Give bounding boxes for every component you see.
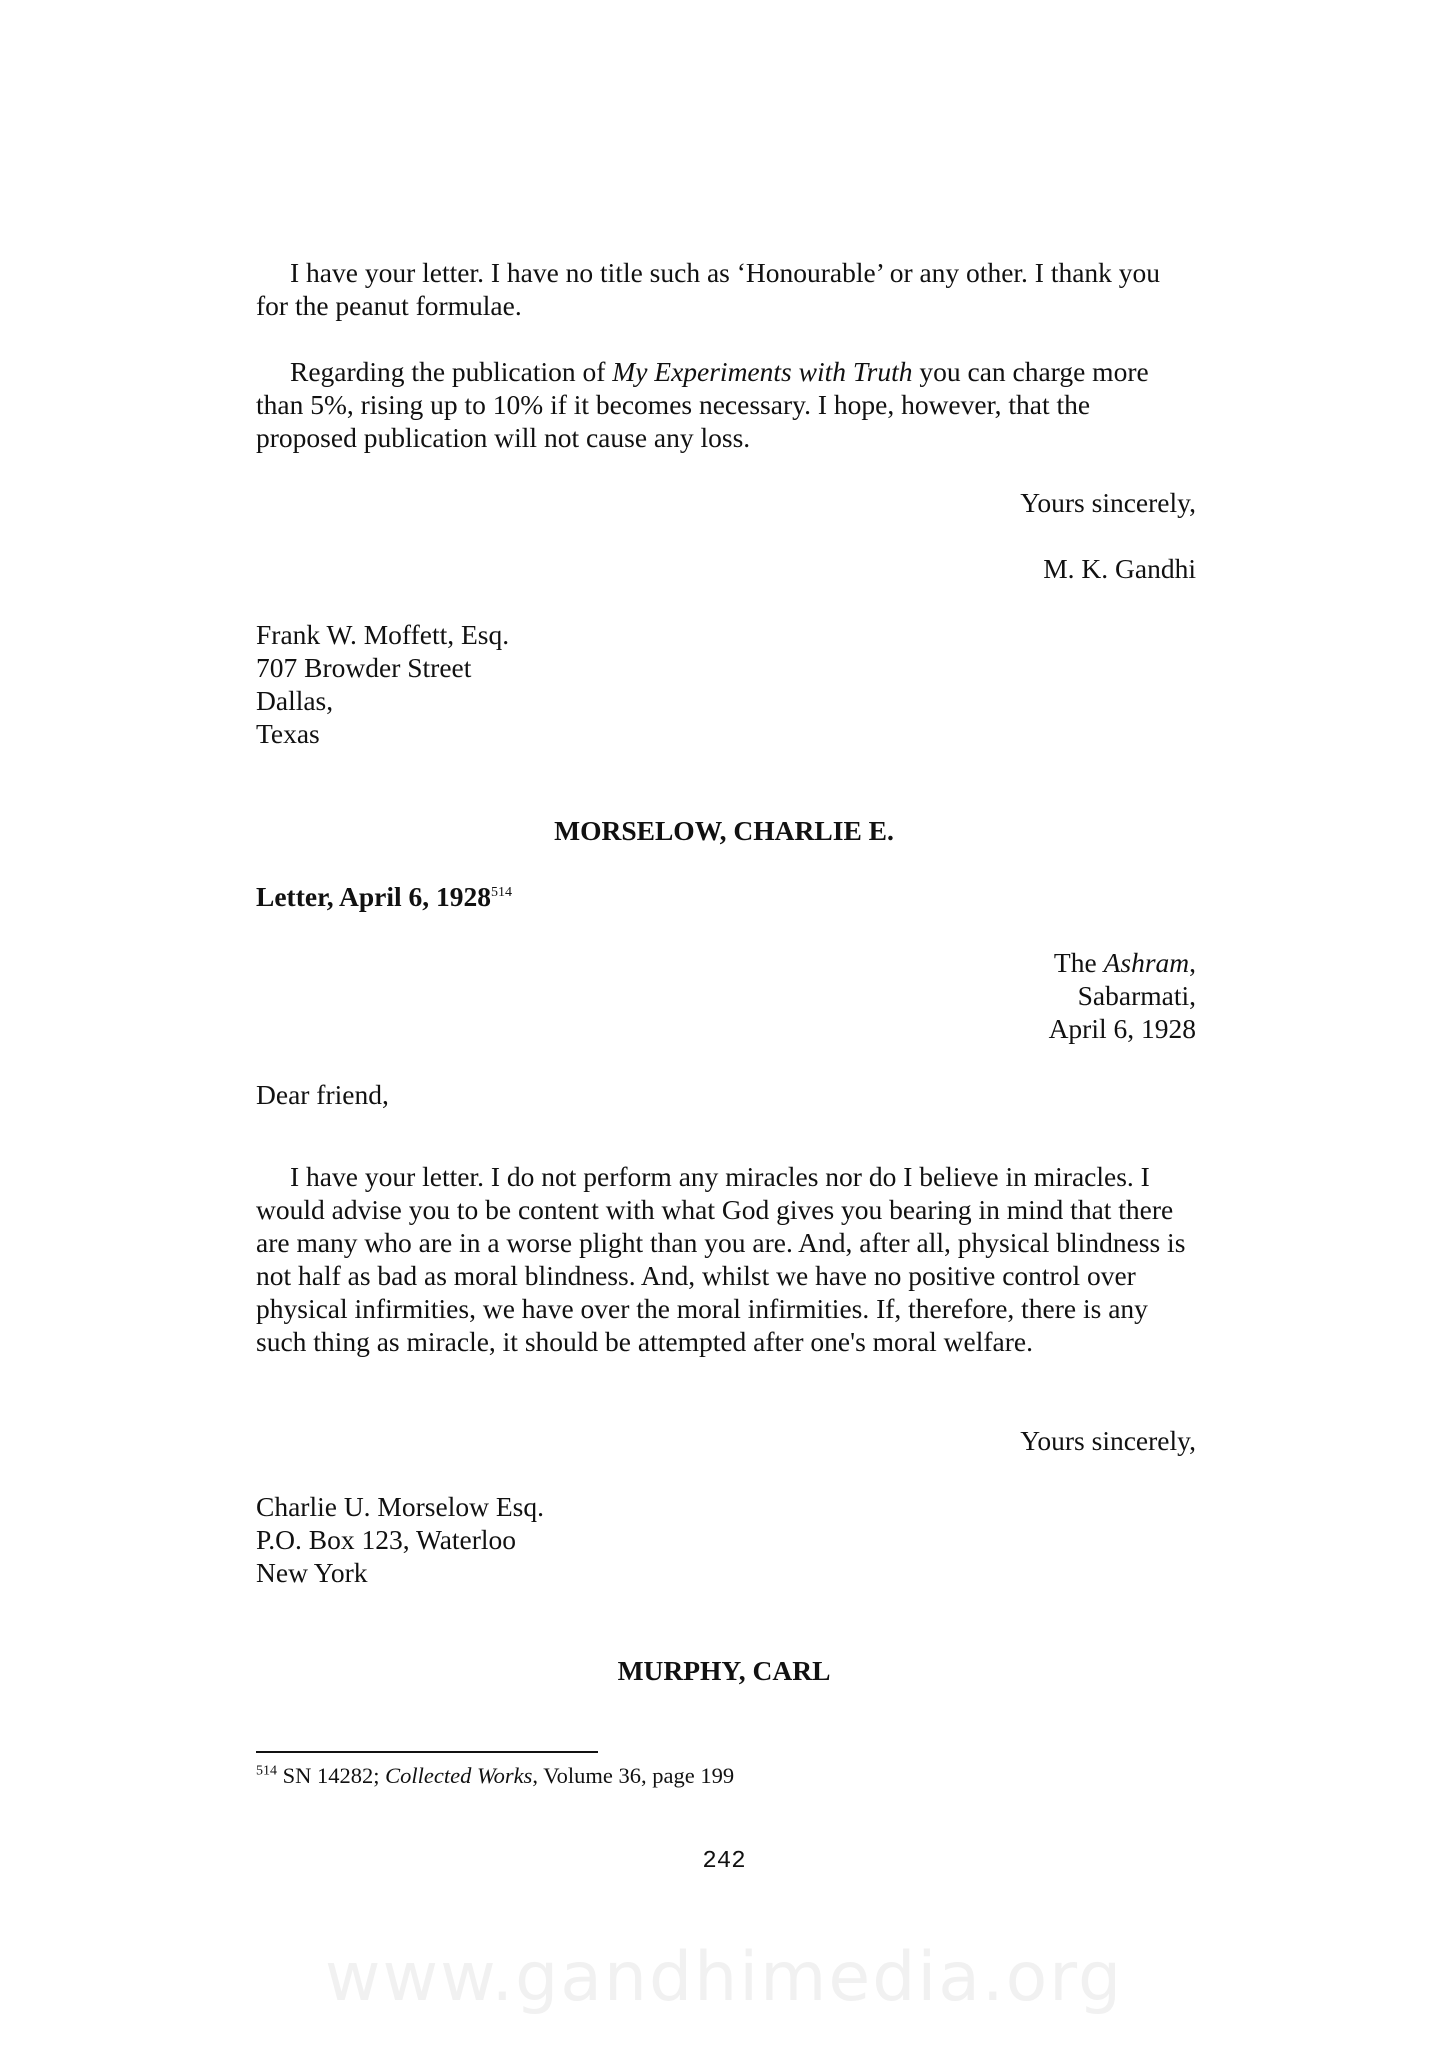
- section-heading-murphy: MURPHY, CARL: [617, 1655, 831, 1686]
- letter2-body: [256, 1160, 1196, 1358]
- address-line: Frank W. Moffett, Esq.: [256, 619, 510, 650]
- letter-subheading-text: Letter, April 6, 1928: [256, 881, 491, 912]
- letter2-salutation: Dear friend,: [256, 1079, 389, 1110]
- letter2-place-line1: [1049, 946, 1196, 979]
- footnote-number: 514: [256, 1763, 277, 1779]
- address-line: P.O. Box 123, Waterloo: [256, 1524, 517, 1555]
- section-heading-morselow: MORSELOW, CHARLIE E.: [554, 815, 894, 846]
- book-title: My Experiments with Truth: [612, 356, 913, 387]
- footnote-volume-page: , Volume 36, page 199: [532, 1763, 735, 1788]
- place-ashram: Ashram: [1103, 947, 1190, 978]
- letter2-date: April 6, 1928: [1048, 1013, 1196, 1044]
- letter1-closing: Yours sincerely,: [1020, 487, 1196, 518]
- letter1-paragraph-2-text: [256, 355, 1196, 454]
- letter1-paragraph-1-text: I have your letter. I have no title such as ‘Honourable’ or any other. I thank you for the peanut formulae.: [256, 257, 1161, 321]
- letter1-paragraph-2-before: Regarding the publication of: [290, 356, 613, 387]
- letter2-place-line2: Sabarmati,: [1077, 980, 1196, 1011]
- page-number: 242: [702, 1848, 746, 1875]
- letter1-address: [256, 618, 509, 750]
- footnote-work-title: Collected Works: [385, 1763, 533, 1788]
- footnote-divider: [256, 1751, 598, 1753]
- address-line: Dallas,: [256, 685, 334, 716]
- letter2-place-date: [1049, 946, 1196, 1045]
- letter2-closing: Yours sincerely,: [1020, 1425, 1196, 1456]
- watermark: www.gandhimedia.org: [324, 1938, 1124, 2017]
- place-prefix: The: [1053, 947, 1104, 978]
- address-line: 707 Browder Street: [256, 652, 472, 683]
- footnote-reference[interactable]: 514: [491, 884, 512, 900]
- address-line: Texas: [256, 718, 320, 749]
- footnote-source: SN 14282;: [277, 1763, 386, 1788]
- place-suffix: ,: [1189, 947, 1196, 978]
- letter2-body-text: I have your letter. I do not perform any miracles nor do I believe in miracles. I would advise you to be content with what God gives you bearing in mind that there are many who are in a worse plight than you are. And, after all, physical blindness is not half as bad as moral blindness. And, whilst we have no positive control over physical infirmities, we have over the moral infirmities. If, therefore, there is any such thing as miracle, it should be attempted after one's moral welfare.: [256, 1161, 1186, 1357]
- address-line: New York: [256, 1557, 368, 1588]
- address-line: Charlie U. Morselow Esq.: [256, 1491, 544, 1522]
- letter-subheading: [256, 880, 512, 913]
- letter1-signature: M. K. Gandhi: [1043, 553, 1196, 584]
- footnote: [256, 1762, 734, 1790]
- letter2-address: [256, 1490, 544, 1589]
- letter1-paragraph-1: [256, 256, 1196, 322]
- letter1-paragraph-2: [256, 355, 1196, 454]
- letter1-paragraph-2-after: you can charge more than 5%, rising up to 10% if it becomes necessary. I hope, however, that the proposed publication will not cause any loss.: [256, 356, 1149, 453]
